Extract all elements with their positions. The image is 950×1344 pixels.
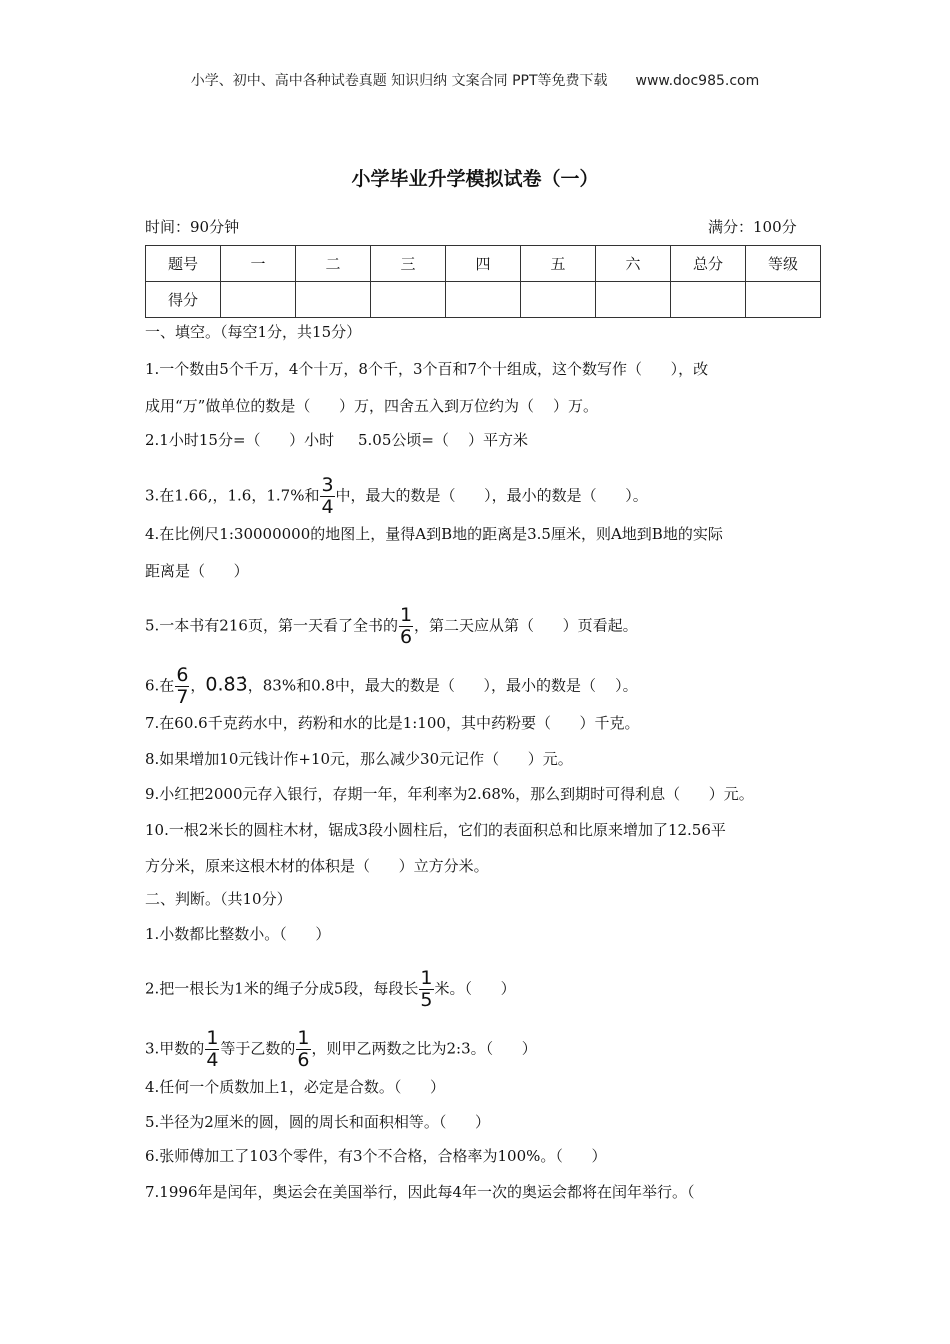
text: ，第二天应从第（ ）页看起。 bbox=[414, 616, 638, 635]
denominator: 5 bbox=[420, 989, 433, 1011]
text: 2.1小时15分=（ ）小时 5.05公顷=（ ）平方米 bbox=[145, 431, 528, 449]
text: 9.小红把2000元存入银行，存期一年，年利率为2.68%，那么到期时可得利息（ ）元。 bbox=[145, 785, 754, 803]
text: 5.一本书有216页，第一天看了全书的 bbox=[145, 616, 398, 635]
score-cell[interactable] bbox=[296, 282, 371, 318]
section-heading bbox=[145, 889, 292, 909]
denominator: 6 bbox=[399, 626, 413, 648]
text: 4.在比例尺1:30000000的地图上，量得A到B地的距离是3.5厘米，则A地到B地的实际 bbox=[145, 525, 723, 543]
question-line bbox=[145, 605, 638, 648]
text: 成用“万”做单位的数是（ ）万，四舍五入到万位约为（ ）万。 bbox=[145, 397, 599, 415]
question-line bbox=[145, 359, 708, 379]
text: 3.甲数的 bbox=[145, 1039, 205, 1058]
question-line bbox=[145, 820, 726, 840]
text: 1.一个数由5个千万，4个十万，8个千，3个百和7个十组成，这个数写作（ ），改 bbox=[145, 360, 709, 378]
text: 10.一根2米长的圆柱木材，锯成3段小圆柱后，它们的表面积总和比原来增加了12.56平 bbox=[145, 821, 726, 839]
numerator: 1 bbox=[399, 604, 413, 626]
text: 1.小数都比整数小。（ ） bbox=[145, 925, 331, 943]
score-table-header-cell: 四 bbox=[446, 246, 521, 282]
question-line bbox=[145, 1077, 445, 1097]
score-table-header-cell: 六 bbox=[596, 246, 671, 282]
score-cell[interactable] bbox=[221, 282, 296, 318]
repeating-decimal: 0.8̇3̇ bbox=[205, 673, 248, 696]
text: 中，最大的数是（ ），最小的数是（ ）。 bbox=[335, 486, 648, 505]
score-table-header-cell: 总分 bbox=[671, 246, 746, 282]
question-line bbox=[145, 475, 648, 518]
page-header bbox=[0, 70, 950, 90]
score-table-header-row bbox=[146, 246, 821, 282]
question-line bbox=[145, 1182, 695, 1202]
text: 3.在1.66,，1.6，1.7%和 bbox=[145, 486, 320, 505]
score-table bbox=[145, 245, 821, 318]
text: 方分米，原来这根木材的体积是（ ）立方分米。 bbox=[145, 857, 489, 875]
text: ， bbox=[190, 676, 206, 695]
question-line bbox=[145, 665, 638, 708]
text: 6.张师傅加工了103个零件，有3个不合格，合格率为100%。（ ） bbox=[145, 1147, 607, 1165]
numerator: 1 bbox=[297, 1027, 310, 1049]
question-line bbox=[145, 784, 754, 804]
text: 距离是（ ） bbox=[145, 562, 249, 580]
question-line bbox=[145, 749, 573, 769]
score-table-score-row bbox=[146, 282, 821, 318]
exam-time: 时间：90分钟 bbox=[145, 218, 240, 236]
question-line bbox=[145, 713, 640, 733]
text: 二、判断。（共10分） bbox=[145, 890, 292, 908]
text: 7.1996年是闰年，奥运会在美国举行，因此每4年一次的奥运会都将在闰年举行。（ bbox=[145, 1183, 695, 1201]
header-text: 小学、初中、高中各种试卷真题 知识归纳 文案合同 PPT等免费下载 bbox=[190, 73, 608, 89]
score-cell[interactable] bbox=[446, 282, 521, 318]
score-table-header-cell: 题号 bbox=[146, 246, 221, 282]
text: 米。（ ） bbox=[434, 979, 516, 998]
section-heading bbox=[145, 322, 361, 342]
score-table-header-cell: 五 bbox=[521, 246, 596, 282]
text: 7.在60.6千克药水中，药粉和水的比是1:100，其中药粉要（ ）千克。 bbox=[145, 714, 640, 732]
text: ，83%和0.8中，最大的数是（ ），最小的数是（ ）。 bbox=[247, 676, 638, 695]
question-line bbox=[145, 561, 249, 581]
text: 6.在 bbox=[145, 676, 175, 695]
question-line bbox=[145, 1146, 606, 1166]
fraction bbox=[320, 475, 334, 518]
numerator: 1 bbox=[420, 967, 433, 989]
score-cell[interactable] bbox=[596, 282, 671, 318]
numerator: 1 bbox=[206, 1027, 219, 1049]
fraction bbox=[296, 1028, 310, 1071]
denominator: 4 bbox=[206, 1049, 219, 1071]
question-line bbox=[145, 1028, 537, 1071]
score-table-header-cell: 二 bbox=[296, 246, 371, 282]
page-title: 小学毕业升学模拟试卷（一） bbox=[351, 168, 599, 190]
question-line bbox=[145, 430, 528, 450]
question-line bbox=[145, 924, 330, 944]
text: ，则甲乙两数之比为2:3。（ ） bbox=[311, 1039, 537, 1058]
score-table-header-cell: 三 bbox=[371, 246, 446, 282]
denominator: 4 bbox=[321, 496, 334, 518]
question-line bbox=[145, 1112, 490, 1132]
denominator: 6 bbox=[297, 1049, 310, 1071]
score-cell[interactable] bbox=[521, 282, 596, 318]
question-line bbox=[145, 856, 489, 876]
text: 一、填空。（每空1分，共15分） bbox=[145, 323, 362, 341]
fraction bbox=[175, 665, 189, 708]
numerator: 6 bbox=[176, 664, 189, 686]
numerator: 3 bbox=[321, 474, 334, 496]
fraction bbox=[399, 605, 413, 648]
header-site: www.doc985.com bbox=[635, 73, 760, 89]
score-cell[interactable] bbox=[671, 282, 746, 318]
text: 2.把一根长为1米的绳子分成5段，每段长 bbox=[145, 979, 419, 998]
text: 4.任何一个质数加上1，必定是合数。（ ） bbox=[145, 1078, 445, 1096]
score-table-row-label: 得分 bbox=[146, 282, 221, 318]
text: 等于乙数的 bbox=[220, 1039, 296, 1058]
question-line bbox=[145, 396, 598, 416]
text: 8.如果增加10元钱计作+10元，那么减少30元记作（ ）元。 bbox=[145, 750, 573, 768]
score-table-header-cell: 等级 bbox=[746, 246, 821, 282]
score-cell[interactable] bbox=[746, 282, 821, 318]
question-line bbox=[145, 968, 516, 1011]
full-score: 满分：100分 bbox=[708, 218, 797, 236]
score-cell[interactable] bbox=[371, 282, 446, 318]
question-line bbox=[145, 524, 723, 544]
score-table-header-cell: 一 bbox=[221, 246, 296, 282]
text: 5.半径为2厘米的圆，圆的周长和面积相等。（ ） bbox=[145, 1113, 490, 1131]
denominator: 7 bbox=[176, 686, 189, 708]
fraction bbox=[419, 968, 433, 1011]
fraction bbox=[205, 1028, 219, 1071]
